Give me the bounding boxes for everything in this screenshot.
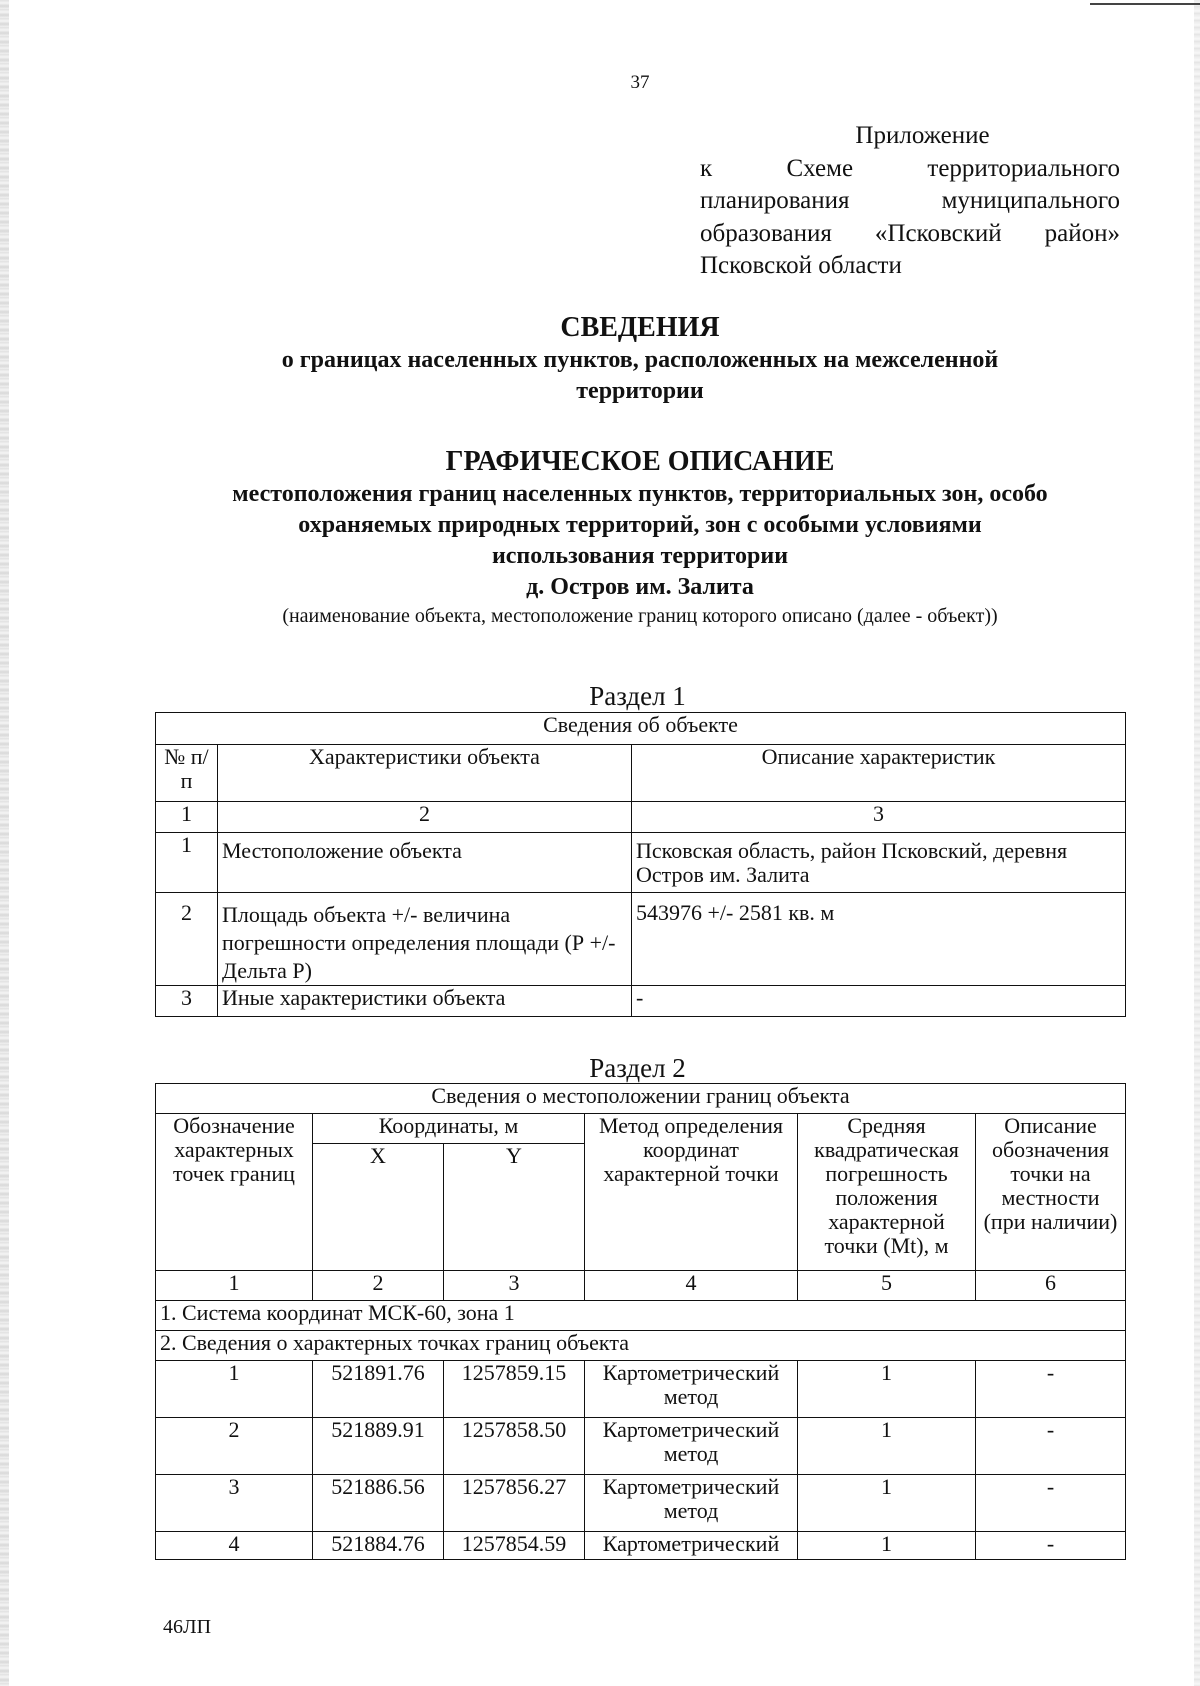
column-number: 3 [444,1271,585,1301]
row-number: 2 [156,893,218,986]
header-x: X [313,1144,444,1271]
object-name-note: (наименование объекта, местоположение границ которого описано (далее - объект)) [282,605,998,627]
column-number: 5 [798,1271,976,1301]
mean-error: 1 [798,1418,976,1475]
table-row [156,1361,1126,1418]
heading-graphic-line-2: охраняемых природных территорий, зон с особыми условиями [298,512,982,538]
object-name: д. Остров им. Залита [526,574,754,600]
header-characteristic: Характеристики объекта [218,745,632,802]
header-number: № п/п [156,745,218,802]
mean-error: 1 [798,1532,976,1560]
boundary-table-title: Сведения о местоположении границ объекта [156,1084,1126,1114]
characteristic-value: Псковская область, район Псковский, деревня Остров им. Залита [632,833,1126,893]
coord-y: 1257859.15 [444,1361,585,1418]
heading-graphic-description [150,445,1130,629]
coord-x: 521891.76 [313,1361,444,1418]
boundary-points-table [155,1083,1126,1560]
characteristic-name: Площадь объекта +/- величина погрешности определения площади (Р +/- Дельта Р) [218,893,632,986]
coord-x: 521884.76 [313,1532,444,1560]
appendix-line-3: образования «Псковский район» [700,219,1120,247]
table-row [156,833,1126,893]
heading-svedeniya-subtitle-1: о границах населенных пунктов, расположенных на межселенной [281,347,999,373]
mean-error: 1 [798,1475,976,1532]
table-row [156,893,1126,986]
point-description: - [976,1361,1126,1418]
method: Картометрический [585,1532,798,1560]
object-info-table [155,712,1126,1017]
points-info-label: 2. Сведения о характерных точках границ объекта [156,1331,1126,1361]
appendix-block [700,120,1120,283]
scan-edge-right [1194,0,1200,1686]
header-y: Y [444,1144,585,1271]
footer-code: 46ЛП [163,1616,212,1638]
point-description: - [976,1418,1126,1475]
method: Картометрический метод [585,1361,798,1418]
characteristic-name: Иные характеристики объекта [218,986,632,1017]
method: Картометрический метод [585,1418,798,1475]
scan-edge-left [0,0,9,1686]
mean-error: 1 [798,1361,976,1418]
table-numbering-row [156,802,1126,833]
point-description: - [976,1532,1126,1560]
column-number: 2 [218,802,632,833]
table-row [156,1418,1126,1475]
heading-svedeniya-subtitle-2: территории [576,378,704,404]
header-description: Описание характеристик [632,745,1126,802]
point-id: 2 [156,1418,313,1475]
row-number: 1 [156,833,218,893]
row-number: 3 [156,986,218,1017]
appendix-line-4: Псковской области [700,252,902,279]
appendix-line-1: к Схеме территориального [700,154,1120,182]
column-number: 1 [156,1271,313,1301]
table-row [156,1532,1126,1560]
column-number: 6 [976,1271,1126,1301]
coord-y: 1257858.50 [444,1418,585,1475]
characteristic-name: Местоположение объекта [218,833,632,893]
table-numbering-row [156,1271,1126,1301]
page-number: 37 [630,72,650,93]
section-1-title: Раздел 1 [589,681,686,711]
table-title-row [156,1084,1126,1114]
method: Картометрический метод [585,1475,798,1532]
coord-x: 521886.56 [313,1475,444,1532]
heading-svedeniya-title: СВЕДЕНИЯ [560,312,720,343]
header-point-description: Описание обозначения точки на местности (при наличии) [976,1114,1126,1271]
column-number: 1 [156,802,218,833]
column-number: 3 [632,802,1126,833]
characteristic-value: 543976 +/- 2581 кв. м [632,893,1126,986]
characteristic-value: - [632,986,1126,1017]
appendix-line-2: планирования муниципального [700,187,1120,214]
coordinate-system-label: 1. Система координат МСК-60, зона 1 [156,1301,1126,1331]
point-id: 3 [156,1475,313,1532]
table-header-row [156,745,1126,802]
coord-y: 1257856.27 [444,1475,585,1532]
table-row [156,986,1126,1017]
coord-x: 521889.91 [313,1418,444,1475]
column-number: 2 [313,1271,444,1301]
object-info-table-title: Сведения об объекте [156,713,1126,745]
table-row [156,1475,1126,1532]
section-2-title: Раздел 2 [589,1053,686,1083]
heading-graphic-title: ГРАФИЧЕСКОЕ ОПИСАНИЕ [445,446,835,477]
point-description: - [976,1475,1126,1532]
scan-edge-top [1090,3,1200,5]
point-id: 4 [156,1532,313,1560]
appendix-title: Приложение [855,122,990,149]
header-mean-error: Средняя квадратическая погрешность положения характерной точки (Mt), м [798,1114,976,1271]
heading-graphic-line-1: местоположения границ населенных пунктов, территориальных зон, особо [232,481,1048,507]
point-id: 1 [156,1361,313,1418]
table-title-row [156,713,1126,745]
table-header-row [156,1114,1126,1144]
column-number: 4 [585,1271,798,1301]
coord-y: 1257854.59 [444,1532,585,1560]
header-coordinates: Координаты, м [313,1114,585,1144]
heading-graphic-line-3: использования территории [491,543,789,569]
points-info-row [156,1331,1126,1361]
heading-svedeniya [150,311,1130,407]
coordinate-system-row [156,1301,1126,1331]
header-point-designation: Обозначение характерных точек границ [156,1114,313,1271]
header-method: Метод определения координат характерной точки [585,1114,798,1271]
